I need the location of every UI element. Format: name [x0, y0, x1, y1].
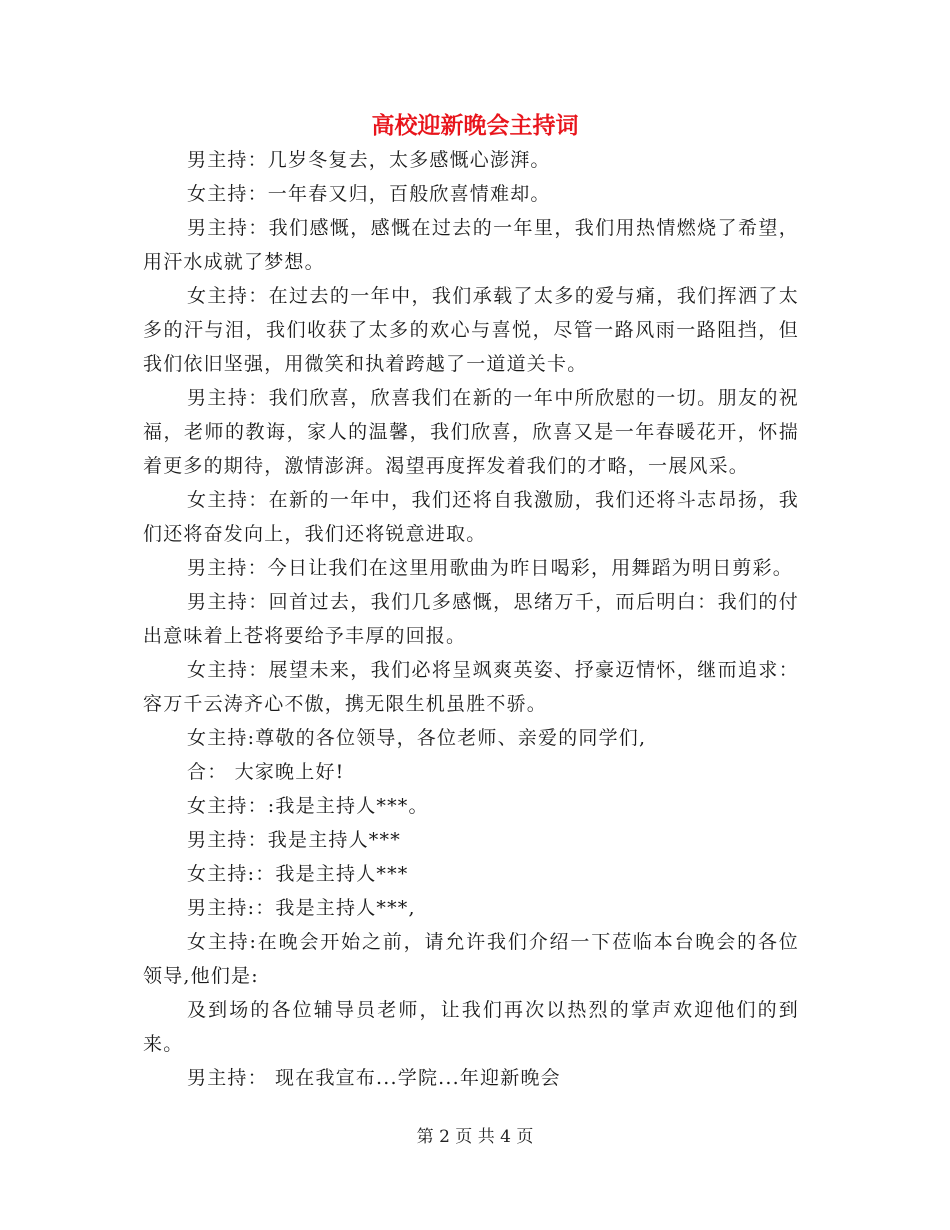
- page-footer: 第 2 页 共 4 页: [416, 1127, 534, 1147]
- paragraph-13: 男主持：我是主持人***: [187, 829, 401, 851]
- paragraph-11: 合： 大家晚上好!: [187, 761, 345, 783]
- paragraph-14: 女主持:：我是主持人***: [187, 863, 409, 885]
- paragraph-7: 男主持：今日让我们在这里用歌曲为昨日喝彩，用舞蹈为明日剪彩。: [187, 557, 794, 579]
- paragraph-5: 男主持：我们欣喜，欣喜我们在新的一年中所欣慰的一切。朋友的祝福，老师的教诲，家人的温馨，我们欣喜，欣喜又是一年春暖花开，怀揣着更多的期待，激情澎湃。渴望再度挥发着我们的才略，一展风采。: [143, 387, 799, 477]
- paragraph-18: 男主持： 现在我宣布...学院...年迎新晚会: [187, 1067, 561, 1089]
- paragraph-17: 及到场的各位辅导员老师，让我们再次以热烈的掌声欢迎他们的到来。: [143, 999, 799, 1055]
- paragraph-9: 女主持：展望未来，我们必将呈飒爽英姿、抒豪迈情怀，继而追求：容万千云涛齐心不傲，携无限生机虽胜不骄。: [143, 659, 799, 715]
- paragraph-15: 男主持:：我是主持人***,: [187, 897, 416, 919]
- paragraph-12: 女主持：:我是主持人***。: [187, 795, 429, 817]
- paragraph-4: 女主持：在过去的一年中，我们承载了太多的爱与痛，我们挥洒了太多的汗与泪，我们收获了太多的欢心与喜悦，尽管一路风雨一路阻挡，但我们依旧坚强，用微笑和执着跨越了一道道关卡。: [143, 285, 799, 375]
- paragraph-2: 女主持：一年春又归，百般欣喜情难却。: [187, 183, 551, 205]
- paragraph-1: 男主持：几岁冬复去，太多感慨心澎湃。: [187, 149, 551, 171]
- paragraph-16: 女主持:在晚会开始之前，请允许我们介绍一下莅临本台晚会的各位领导,他们是:: [143, 931, 799, 987]
- paragraph-8: 男主持：回首过去，我们几多感慨，思绪万千，而后明白：我们的付出意味着上苍将要给予丰厚的回报。: [143, 591, 799, 647]
- document-title: 高校迎新晚会主持词: [371, 112, 579, 139]
- paragraph-3: 男主持：我们感慨，感慨在过去的一年里，我们用热情燃烧了希望，用汗水成就了梦想。: [143, 217, 799, 273]
- paragraph-10: 女主持:尊敬的各位领导，各位老师、亲爱的同学们,: [187, 727, 647, 749]
- document-body: [143, 143, 799, 1095]
- paragraph-6: 女主持：在新的一年中，我们还将自我激励，我们还将斗志昂扬，我们还将奋发向上，我们还将锐意进取。: [143, 489, 799, 545]
